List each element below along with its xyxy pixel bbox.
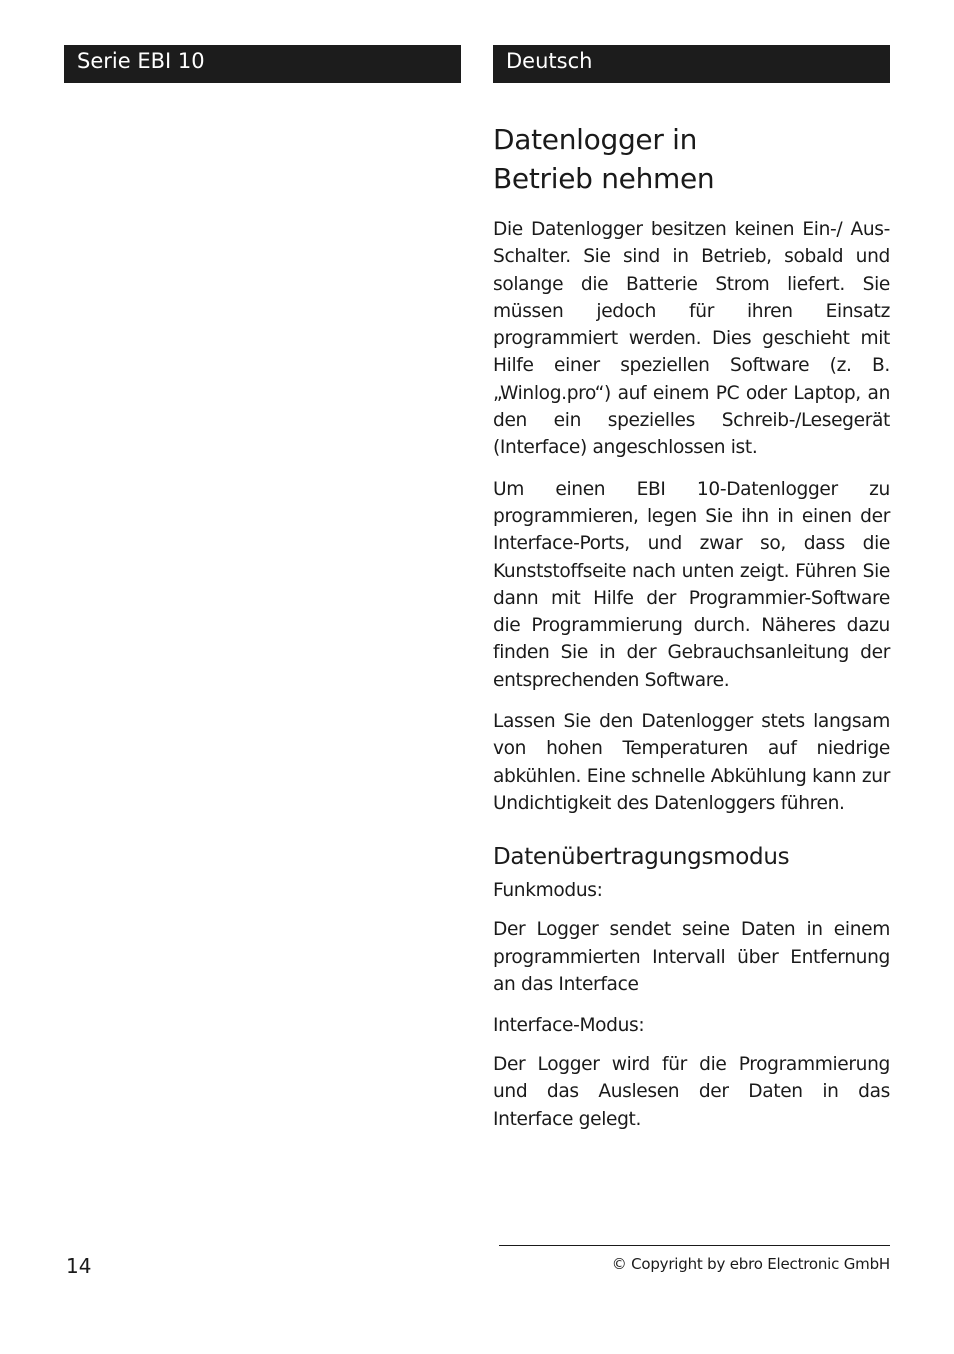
language-label: Deutsch [506, 49, 593, 73]
paragraph-programming: Um einen EBI 10-Datenlogger zu programmieren, legen Sie ihn in einen der Interface-Ports, und zwar so, dass die Kunststoffseite nach unten zeigt. Führen Sie dann mit Hilfe der Programmier-Software die Programmierung durch. Näheres dazu finden Sie in der Gebrauchsanleitung der entsprechenden Software. [493, 478, 890, 691]
section-heading: Datenübertragungsmodus [493, 844, 790, 871]
interface-mode-label: Interface-Modus: [493, 1015, 645, 1037]
copyright-notice: © Copyright by ebro Electronic GmbH [611, 1255, 890, 1273]
content-column [493, 120, 890, 1133]
page-title [493, 120, 890, 198]
footer-divider [499, 1245, 890, 1246]
paragraph-cooling: Lassen Sie den Datenlogger stets langsam von hohen Temperaturen auf niedrige abkühlen. Eine schnelle Abkühlung kann zur Undichtigkeit des Datenloggers führen. [493, 711, 890, 814]
page-title-line-1: Datenlogger in [493, 123, 698, 156]
page-title-line-2: Betrieb nehmen [493, 162, 715, 195]
series-header [64, 45, 461, 83]
paragraph-intro: Die Datenlogger besitzen keinen Ein-/ Aus-Schalter. Sie sind in Betrieb, sobald und solange die Batterie Strom liefert. Sie müssen jedoch für ihren Einsatz programmiert werden. Dies geschieht mit Hilfe einer speziellen Software (z. B. „Winlog.pro“) auf einem PC oder Laptop, an den ein spezielles Schreib-/Lesegerät (Interface) angeschlossen ist. [493, 219, 890, 459]
funk-mode-text: Der Logger sendet seine Daten in einem programmierten Intervall über Entfernung an das Interface [493, 919, 890, 995]
language-header [493, 45, 890, 83]
interface-mode-text: Der Logger wird für die Programmierung und das Auslesen der Daten in das Interface gelegt. [493, 1054, 890, 1130]
page-number: 14 [66, 1254, 92, 1278]
series-label: Serie EBI 10 [77, 49, 205, 73]
funk-mode-label: Funkmodus: [493, 880, 603, 902]
